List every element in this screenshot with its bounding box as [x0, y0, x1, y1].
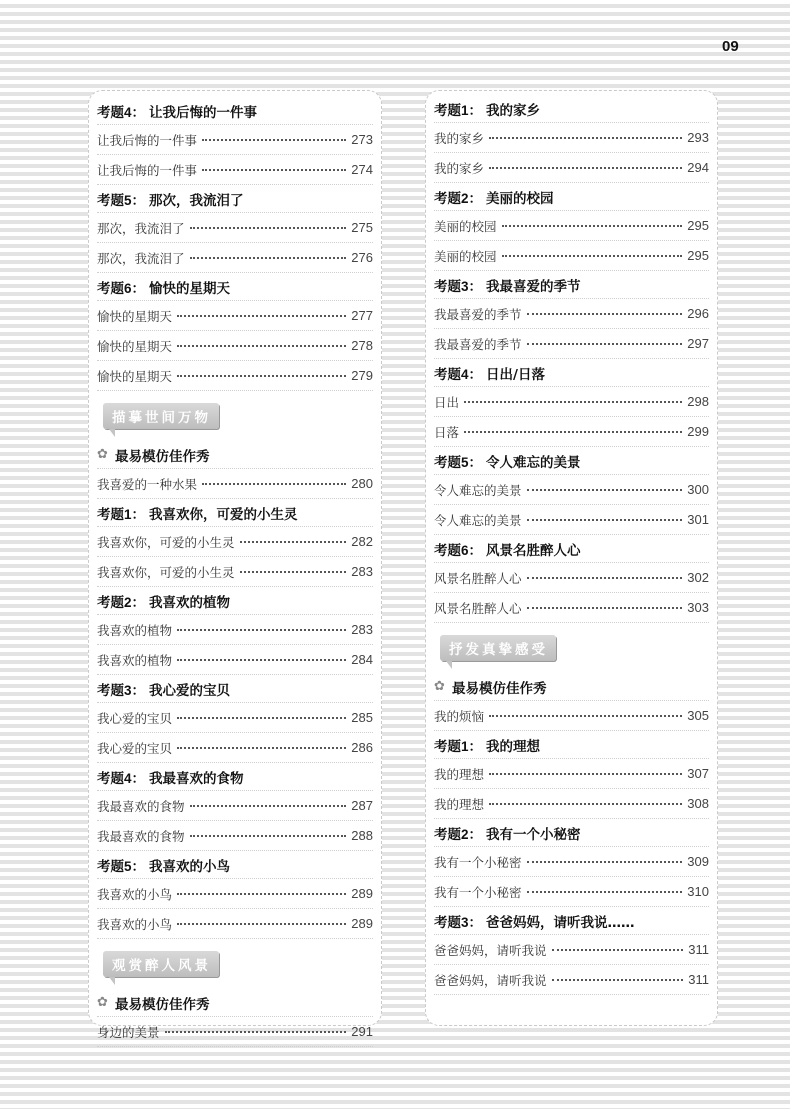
exam-topic-heading — [434, 95, 709, 123]
toc-entry[interactable] — [434, 935, 709, 965]
entry-page-number: 275 — [351, 220, 373, 235]
entry-page-number: 295 — [687, 218, 709, 233]
dot-leader — [240, 570, 347, 573]
entry-title: 我喜欢的小鸟 — [97, 886, 173, 902]
featured-section-title: 最易模仿佳作秀 — [115, 448, 210, 465]
toc-entry[interactable] — [434, 847, 709, 877]
entry-page-number: 294 — [687, 160, 709, 175]
dot-leader — [552, 948, 684, 951]
toc-entry[interactable] — [97, 527, 373, 557]
topic-label: 考题5： — [97, 192, 146, 208]
dot-leader — [527, 890, 683, 893]
entry-page-number: 273 — [351, 132, 373, 147]
dot-leader — [177, 716, 346, 719]
toc-entry[interactable] — [97, 361, 373, 391]
toc-entry[interactable] — [97, 1017, 373, 1047]
dot-leader — [489, 802, 682, 805]
entry-page-number: 300 — [687, 482, 709, 497]
exam-topic-heading — [97, 273, 373, 301]
dot-leader — [202, 168, 346, 171]
dot-leader — [177, 746, 346, 749]
dot-leader — [502, 254, 683, 257]
entry-title: 我心爱的宝贝 — [97, 710, 173, 726]
entry-title: 我有一个小秘密 — [434, 854, 522, 870]
dot-leader — [527, 576, 683, 579]
toc-entry[interactable] — [434, 153, 709, 183]
dot-leader — [177, 892, 346, 895]
topic-title: 我心爱的宝贝 — [149, 682, 231, 699]
toc-entry[interactable] — [97, 909, 373, 939]
entry-title: 让我后悔的一件事 — [97, 132, 198, 148]
dot-leader — [502, 224, 683, 227]
dot-leader — [165, 1030, 347, 1033]
entry-title: 我心爱的宝贝 — [97, 740, 173, 756]
category-tab-wrapper — [97, 939, 373, 989]
entry-title: 我的理想 — [434, 766, 485, 782]
dot-leader — [464, 400, 682, 403]
toc-entry[interactable] — [434, 505, 709, 535]
toc-entry[interactable] — [434, 965, 709, 995]
entry-page-number: 284 — [351, 652, 373, 667]
entry-title: 我最喜欢的食物 — [97, 828, 185, 844]
dot-leader — [489, 772, 682, 775]
entry-title: 我喜欢的植物 — [97, 652, 173, 668]
topic-title: 日出/日落 — [486, 366, 545, 383]
entry-title: 我的家乡 — [434, 160, 485, 176]
topic-label: 考题1： — [434, 102, 483, 118]
entry-page-number: 274 — [351, 162, 373, 177]
toc-entry[interactable] — [97, 791, 373, 821]
entry-title: 令人难忘的美景 — [434, 512, 522, 528]
toc-entry[interactable] — [434, 417, 709, 447]
entry-page-number: 302 — [687, 570, 709, 585]
entry-title: 爸爸妈妈，请听我说 — [434, 942, 547, 958]
toc-entry[interactable] — [97, 243, 373, 273]
entry-page-number: 299 — [687, 424, 709, 439]
toc-entry[interactable] — [97, 469, 373, 499]
toc-column-right — [425, 90, 718, 1026]
toc-entry[interactable] — [434, 475, 709, 505]
dot-leader — [177, 922, 346, 925]
dot-leader — [489, 136, 682, 139]
entry-title: 令人难忘的美景 — [434, 482, 522, 498]
entry-page-number: 289 — [351, 916, 373, 931]
toc-entry[interactable] — [434, 593, 709, 623]
topic-label: 考题4： — [434, 366, 483, 382]
entry-title: 我喜爱的一种水果 — [97, 476, 198, 492]
topic-title: 我的理想 — [486, 738, 541, 755]
category-tab-wrapper — [97, 391, 373, 441]
page-number: 09 — [722, 38, 739, 55]
dot-leader — [527, 312, 683, 315]
entry-title: 日落 — [434, 424, 460, 440]
toc-entry[interactable] — [97, 557, 373, 587]
toc-entry[interactable] — [434, 211, 709, 241]
entry-page-number: 310 — [687, 884, 709, 899]
entry-title: 愉快的星期天 — [97, 368, 173, 384]
featured-section-heading — [97, 441, 373, 469]
dot-leader — [489, 166, 682, 169]
toc-entry[interactable] — [97, 615, 373, 645]
entry-title: 愉快的星期天 — [97, 308, 173, 324]
dot-leader — [489, 714, 682, 717]
toc-entry[interactable] — [434, 329, 709, 359]
toc-entry[interactable] — [97, 301, 373, 331]
entry-page-number: 309 — [687, 854, 709, 869]
exam-topic-heading — [434, 183, 709, 211]
toc-entry[interactable] — [434, 387, 709, 417]
topic-label: 考题6： — [434, 542, 483, 558]
topic-title: 我最喜爱的季节 — [486, 278, 581, 295]
entry-title: 我最喜爱的季节 — [434, 306, 522, 322]
entry-page-number: 296 — [687, 306, 709, 321]
exam-topic-heading — [434, 907, 709, 935]
entry-page-number: 311 — [688, 972, 709, 987]
topic-title: 让我后悔的一件事 — [149, 104, 258, 121]
dot-leader — [527, 518, 683, 521]
exam-topic-heading — [434, 819, 709, 847]
toc-entry[interactable] — [97, 125, 373, 155]
entry-page-number: 277 — [351, 308, 373, 323]
toc-entry[interactable] — [97, 331, 373, 361]
entry-title: 我喜欢的植物 — [97, 622, 173, 638]
toc-entry[interactable] — [434, 789, 709, 819]
toc-entry[interactable] — [434, 877, 709, 907]
dot-leader — [527, 488, 683, 491]
exam-topic-heading — [97, 499, 373, 527]
entry-page-number: 291 — [351, 1024, 373, 1039]
dot-leader — [190, 804, 347, 807]
entry-page-number: 295 — [687, 248, 709, 263]
entry-page-number: 289 — [351, 886, 373, 901]
entry-page-number: 293 — [687, 130, 709, 145]
entry-page-number: 282 — [351, 534, 373, 549]
entry-title: 我喜欢的小鸟 — [97, 916, 173, 932]
topic-title: 我喜欢的小鸟 — [149, 858, 231, 875]
entry-title: 我的烦恼 — [434, 708, 485, 724]
exam-topic-heading — [97, 185, 373, 213]
exam-topic-heading — [97, 587, 373, 615]
entry-page-number: 311 — [688, 942, 709, 957]
entry-page-number: 298 — [687, 394, 709, 409]
entry-title: 让我后悔的一件事 — [97, 162, 198, 178]
flower-icon: ✿ — [97, 995, 108, 1010]
topic-label: 考题3： — [434, 278, 483, 294]
toc-entry[interactable] — [434, 241, 709, 271]
dot-leader — [177, 628, 346, 631]
entry-page-number: 307 — [687, 766, 709, 781]
entry-page-number: 285 — [351, 710, 373, 725]
category-tab: 观赏醉人风景 — [103, 951, 219, 977]
entry-page-number: 283 — [351, 622, 373, 637]
toc-entry[interactable] — [97, 155, 373, 185]
entry-title: 我有一个小秘密 — [434, 884, 522, 900]
exam-topic-heading — [97, 97, 373, 125]
topic-title: 那次，我流泪了 — [149, 192, 244, 209]
entry-page-number: 288 — [351, 828, 373, 843]
exam-topic-heading — [97, 851, 373, 879]
featured-section-heading — [434, 673, 709, 701]
entry-title: 我最喜欢的食物 — [97, 798, 185, 814]
dot-leader — [177, 658, 346, 661]
entry-page-number: 286 — [351, 740, 373, 755]
dot-leader — [202, 482, 346, 485]
entry-title: 日出 — [434, 394, 460, 410]
entry-title: 爸爸妈妈，请听我说 — [434, 972, 547, 988]
entry-page-number: 280 — [351, 476, 373, 491]
entry-title: 美丽的校园 — [434, 218, 497, 234]
entry-page-number: 303 — [687, 600, 709, 615]
exam-topic-heading — [97, 763, 373, 791]
toc-entry[interactable] — [97, 645, 373, 675]
dot-leader — [202, 138, 346, 141]
entry-page-number: 305 — [687, 708, 709, 723]
dot-leader — [527, 342, 683, 345]
topic-title: 风景名胜醉人心 — [486, 542, 581, 559]
toc-entry[interactable] — [97, 733, 373, 763]
featured-section-heading — [97, 989, 373, 1017]
topic-label: 考题5： — [434, 454, 483, 470]
toc-entry[interactable] — [434, 299, 709, 329]
topic-label: 考题3： — [97, 682, 146, 698]
category-tab-wrapper — [434, 623, 709, 673]
topic-label: 考题4： — [97, 770, 146, 786]
entry-title: 我的家乡 — [434, 130, 485, 146]
topic-title: 愉快的星期天 — [149, 280, 231, 297]
topic-label: 考题1： — [97, 506, 146, 522]
dot-leader — [190, 226, 347, 229]
topic-title: 我的家乡 — [486, 102, 541, 119]
toc-column-left — [88, 90, 382, 1040]
topic-title: 我最喜欢的食物 — [149, 770, 244, 787]
dot-leader — [190, 834, 347, 837]
toc-entry[interactable] — [434, 701, 709, 731]
topic-label: 考题3： — [434, 914, 483, 930]
dot-leader — [190, 256, 347, 259]
entry-page-number: 283 — [351, 564, 373, 579]
topic-label: 考题1： — [434, 738, 483, 754]
entry-title: 风景名胜醉人心 — [434, 600, 522, 616]
topic-label: 考题5： — [97, 858, 146, 874]
toc-entry[interactable] — [434, 123, 709, 153]
dot-leader — [240, 540, 347, 543]
exam-topic-heading — [434, 535, 709, 563]
exam-topic-heading — [434, 731, 709, 759]
entry-title: 我喜欢你，可爱的小生灵 — [97, 534, 235, 550]
featured-section-title: 最易模仿佳作秀 — [115, 996, 210, 1013]
topic-label: 考题2： — [434, 826, 483, 842]
toc-entry[interactable] — [434, 563, 709, 593]
featured-section-title: 最易模仿佳作秀 — [452, 680, 547, 697]
flower-icon: ✿ — [434, 679, 445, 694]
entry-title: 我最喜爱的季节 — [434, 336, 522, 352]
entry-title: 愉快的星期天 — [97, 338, 173, 354]
dot-leader — [177, 314, 346, 317]
exam-topic-heading — [434, 359, 709, 387]
entry-title: 身边的美景 — [97, 1024, 160, 1040]
topic-title: 爸爸妈妈，请听我说…… — [486, 914, 635, 931]
entry-title: 我的理想 — [434, 796, 485, 812]
dot-leader — [527, 606, 683, 609]
topic-title: 我喜欢你，可爱的小生灵 — [149, 506, 298, 523]
dot-leader — [177, 344, 346, 347]
entry-page-number: 287 — [351, 798, 373, 813]
toc-entry[interactable] — [97, 703, 373, 733]
exam-topic-heading — [434, 271, 709, 299]
exam-topic-heading — [97, 675, 373, 703]
entry-page-number: 297 — [687, 336, 709, 351]
entry-title: 美丽的校园 — [434, 248, 497, 264]
dot-leader — [177, 374, 346, 377]
topic-label: 考题2： — [97, 594, 146, 610]
toc-entry[interactable] — [434, 759, 709, 789]
entry-page-number: 278 — [351, 338, 373, 353]
entry-title: 风景名胜醉人心 — [434, 570, 522, 586]
category-tab: 描摹世间万物 — [103, 403, 219, 429]
topic-label: 考题6： — [97, 280, 146, 296]
entry-title: 那次，我流泪了 — [97, 250, 185, 266]
flower-icon: ✿ — [97, 447, 108, 462]
topic-label: 考题2： — [434, 190, 483, 206]
topic-title: 美丽的校园 — [486, 190, 554, 207]
entry-page-number: 279 — [351, 368, 373, 383]
entry-title: 那次，我流泪了 — [97, 220, 185, 236]
entry-page-number: 301 — [687, 512, 709, 527]
exam-topic-heading — [434, 447, 709, 475]
entry-page-number: 308 — [687, 796, 709, 811]
entry-title: 我喜欢你，可爱的小生灵 — [97, 564, 235, 580]
topic-title: 我有一个小秘密 — [486, 826, 581, 843]
dot-leader — [527, 860, 683, 863]
topic-title: 我喜欢的植物 — [149, 594, 231, 611]
toc-entry[interactable] — [97, 879, 373, 909]
category-tab: 抒发真挚感受 — [440, 635, 556, 661]
entry-page-number: 276 — [351, 250, 373, 265]
dot-leader — [464, 430, 682, 433]
topic-label: 考题4： — [97, 104, 146, 120]
dot-leader — [552, 978, 684, 981]
toc-entry[interactable] — [97, 213, 373, 243]
topic-title: 令人难忘的美景 — [486, 454, 581, 471]
toc-entry[interactable] — [97, 821, 373, 851]
